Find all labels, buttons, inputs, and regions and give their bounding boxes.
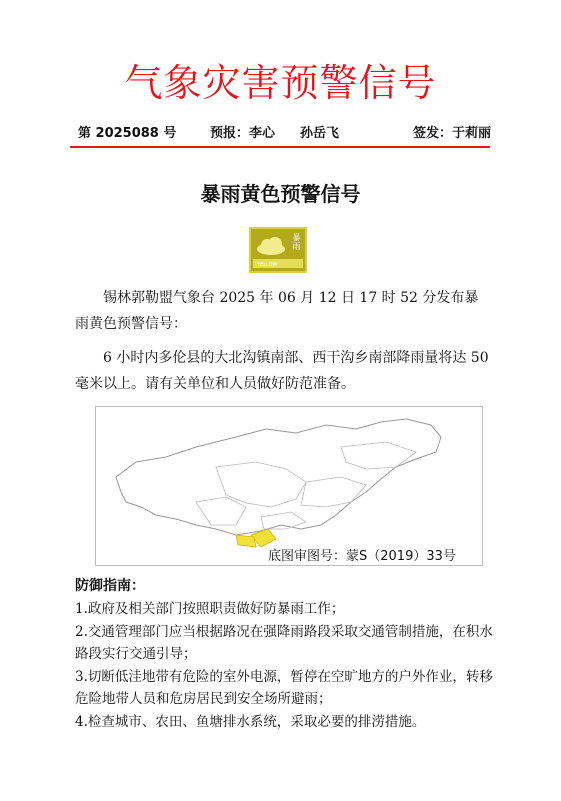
notice-title: 暴雨黄色预警信号	[200, 182, 361, 206]
rain-cloud-icon	[255, 235, 287, 259]
guidance-heading: 防御指南：	[75, 578, 145, 594]
forecaster: 预报：李心	[210, 126, 276, 141]
guidance-item: 3.切断低洼地带有危险的室外电源，暂停在空旷地方的户外作业，转移危险地带人员和危房居民到安全场所避雨；	[75, 668, 493, 707]
forecaster-2: 孙岳飞	[300, 126, 340, 141]
map-outline	[96, 407, 483, 566]
map-caption: 底图审图号：蒙S（2019）33号	[268, 549, 456, 564]
paragraph-detail	[75, 345, 490, 397]
paragraph-issue	[75, 285, 490, 337]
badge-sub: YELLOW	[257, 262, 278, 268]
meta-bar	[78, 122, 491, 142]
guidance-item: 1.政府及相关部门按照职责做好防暴雨工作；	[75, 601, 345, 617]
red-divider	[70, 146, 490, 148]
guidance-item: 4.检查城市、农田、鱼塘排水系统，采取必要的排涝措施。	[75, 713, 426, 730]
region-map	[95, 406, 483, 566]
signer: 签发：于莉丽	[412, 126, 491, 141]
para1-text: 锡林郭勒盟气象台 2025 年 06 月 12 日 17 时 52 分发布暴雨黄色预警信号：	[75, 290, 479, 332]
badge-label: 暴雨	[292, 233, 301, 251]
guidance-item: 2.交通管理部门应当根据路况在强降雨路段采取交通管制措施，在积水路段实行交通引导；	[75, 623, 493, 662]
para2-text: 6 小时内多伦县的大北沟镇南部、西干沟乡南部降雨量将达 50 毫米以上。请有关单位和人员做好防范准备。	[75, 350, 489, 392]
page-title: 气象灾害预警信号	[124, 61, 437, 105]
doc-number: 第 2025088 号	[78, 126, 177, 141]
rainstorm-yellow-badge-icon	[249, 227, 307, 273]
guidance-list	[75, 598, 495, 733]
